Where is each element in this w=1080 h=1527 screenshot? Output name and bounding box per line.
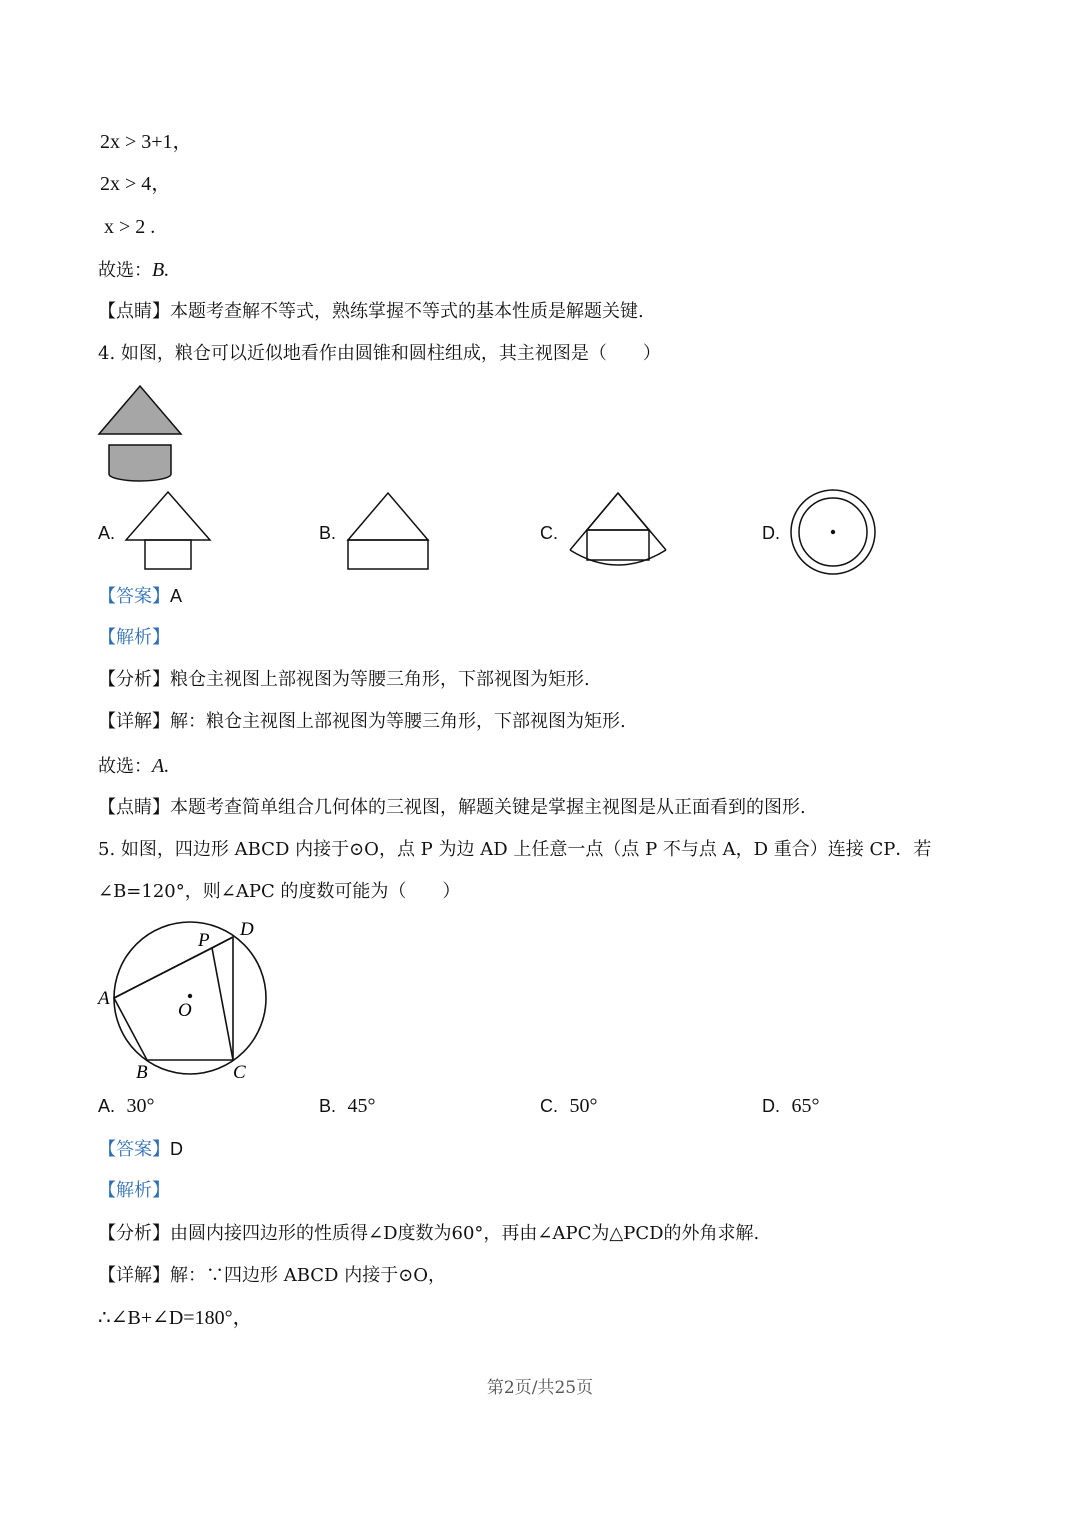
fenxi-tag: 【分析】 — [98, 1223, 170, 1244]
q3-comment — [98, 300, 644, 324]
label-a: A — [98, 988, 110, 1009]
q4-option-a-label[interactable]: A. — [98, 523, 116, 543]
option-label: A. — [98, 1096, 116, 1116]
option-value: 45° — [347, 1095, 376, 1117]
q5-fenxi — [98, 1222, 759, 1246]
answer-value: D — [170, 1139, 183, 1159]
circle-quadrilateral-figure — [94, 915, 276, 1085]
q5-answer — [98, 1137, 183, 1162]
fenxi-tag: 【分析】 — [98, 669, 170, 690]
q4-option-b-label[interactable]: B. — [319, 523, 337, 543]
comment-text: 本题考查简单组合几何体的三视图，解题关键是掌握主视图是从正面看到的图形. — [170, 797, 806, 818]
label-c: C — [233, 1062, 246, 1083]
label-b: B — [136, 1062, 148, 1083]
comment-text: 本题考查解不等式，熟练掌握不等式的基本性质是解题关键. — [170, 301, 644, 322]
q5-option-d[interactable] — [762, 1094, 819, 1119]
option-value: 50° — [569, 1095, 598, 1117]
q5-stem-line-1: 5. 如图，四边形 ABCD 内接于⊙O，点 P 为边 AD 上任意一点（点 P 不与点 A，D 重合）连接 CP．若 — [98, 839, 932, 860]
q3-choose-line — [98, 258, 169, 283]
answer-tag: 【答案】 — [98, 1139, 170, 1160]
q4-option-d-label[interactable]: D. — [762, 523, 780, 543]
q5-analysis-tag: 【解析】 — [98, 1180, 170, 1201]
q5-option-a[interactable] — [98, 1094, 154, 1119]
label-d: D — [240, 919, 254, 940]
label-p: P — [198, 930, 210, 951]
q4-stem: 4. 如图，粮仓可以近似地看作由圆锥和圆柱组成，其主视图是（ ） — [98, 343, 661, 364]
label-o: O — [178, 1000, 192, 1021]
step-line-1: 2x > 3+1， — [100, 131, 193, 153]
q4-xiangjie — [98, 710, 626, 734]
q4-answer — [98, 584, 182, 609]
q4-option-c-label[interactable]: C. — [540, 523, 558, 543]
comment-tag: 【点睛】 — [98, 301, 170, 322]
page-number: 第2页/共25页 — [486, 1378, 594, 1398]
q5-option-b[interactable] — [319, 1094, 375, 1119]
q4-choose-line — [98, 754, 169, 779]
option-label: B. — [319, 1096, 337, 1116]
option-value: 65° — [791, 1095, 820, 1117]
q4-comment — [98, 796, 806, 820]
fenxi-text: 由圆内接四边形的性质得∠D度数为60°，再由∠APC为△PCD的外角求解. — [170, 1223, 760, 1244]
option-value: 30° — [126, 1095, 155, 1117]
q5-step-1: ∴∠B+∠D=180°， — [98, 1307, 253, 1329]
q5-xiangjie — [98, 1264, 446, 1288]
q4-option-c-figure[interactable] — [567, 490, 669, 572]
step-line-3: x > 2 . — [104, 216, 156, 238]
q4-option-b-figure[interactable] — [345, 490, 433, 572]
comment-tag: 【点睛】 — [98, 797, 170, 818]
choose-prefix: 故选： — [98, 756, 152, 777]
q5-stem-line-2: ∠B=120°，则∠APC 的度数可能为（ ） — [98, 881, 461, 902]
option-label: D. — [762, 1096, 780, 1116]
answer-value: A — [170, 586, 183, 606]
option-label: C. — [540, 1096, 558, 1116]
step-line-2: 2x > 4， — [100, 173, 172, 195]
q4-analysis-tag: 【解析】 — [98, 627, 170, 648]
answer-tag: 【答案】 — [98, 586, 170, 607]
fenxi-text: 粮仓主视图上部视图为等腰三角形，下部视图为矩形. — [170, 669, 590, 690]
choose-prefix: 故选： — [98, 260, 152, 281]
xiangjie-text: 解：∵四边形 ABCD 内接于⊙O， — [170, 1265, 447, 1286]
xiangjie-text: 解：粮仓主视图上部视图为等腰三角形，下部视图为矩形. — [170, 711, 626, 732]
q4-option-d-figure[interactable] — [788, 488, 878, 578]
choose-answer: B. — [152, 259, 170, 281]
xiangjie-tag: 【详解】 — [98, 711, 170, 732]
xiangjie-tag: 【详解】 — [98, 1265, 170, 1286]
q5-option-c[interactable] — [540, 1094, 597, 1119]
choose-answer: A. — [152, 755, 170, 777]
granary-figure — [96, 382, 188, 482]
q4-fenxi — [98, 668, 590, 692]
q4-option-a-figure[interactable] — [124, 490, 212, 572]
